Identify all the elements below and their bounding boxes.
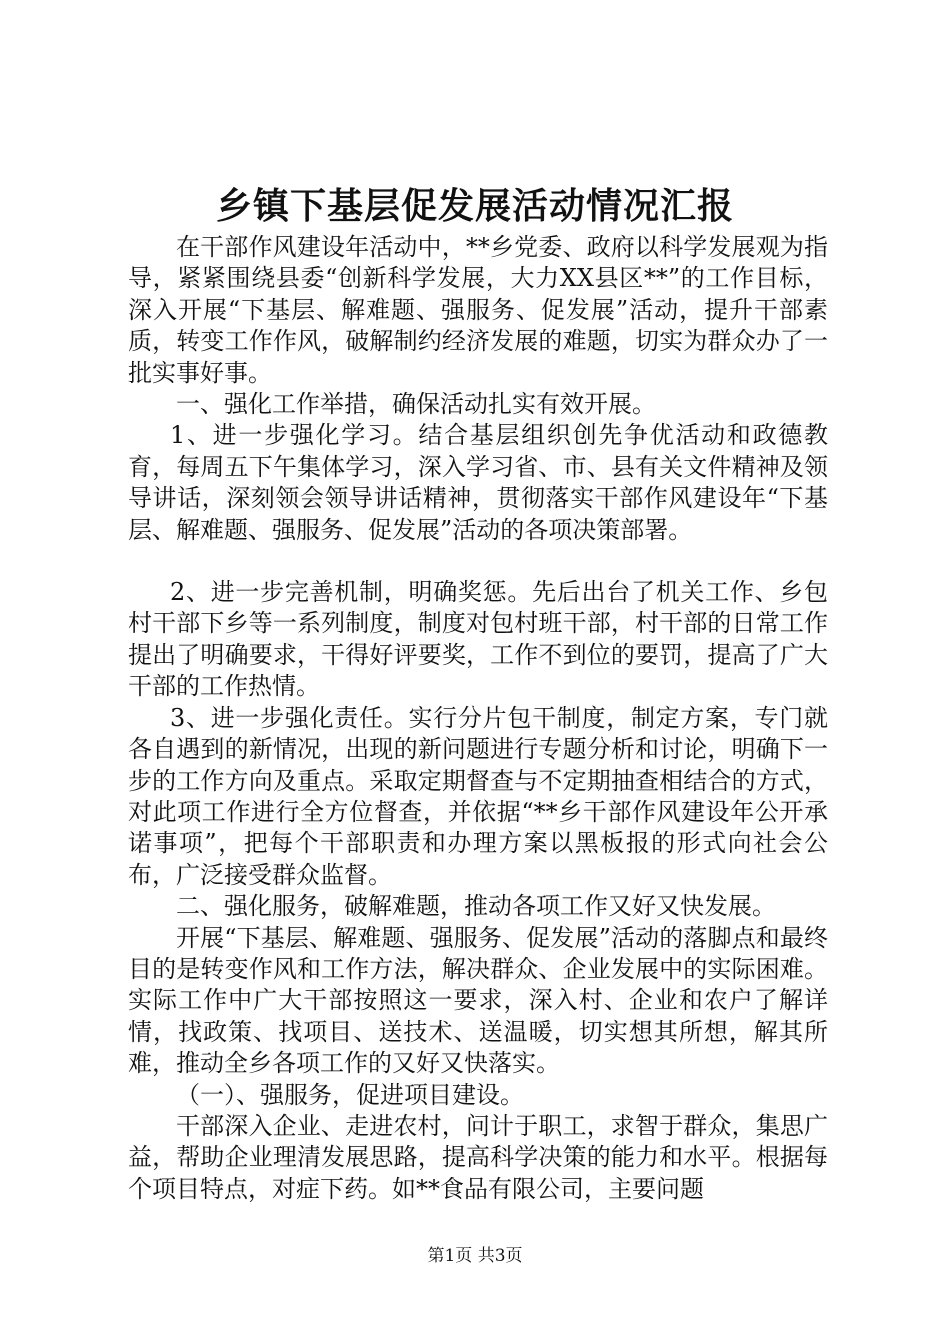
section-heading-2: 二、强化服务，破解难题，推动各项工作又好又快发展。	[176, 892, 776, 921]
section-heading-1: 一、强化工作举措，确保活动扎实有效开展。	[176, 390, 656, 419]
paragraph-gap	[128, 546, 828, 577]
paragraph-subsection-1: 干部深入企业、走进农村，问计于职工，求智于群众，集思广益，帮助企业理清发展思路，提高科学决策的能力和水平。根据每个项目特点，对症下药。如**食品有限公司，主要问题	[128, 1111, 828, 1203]
paragraph-section-2: 开展“下基层、解难题、强服务、促发展”活动的落脚点和最终目的是转变作风和工作方法，解决群众、企业发展中的实际困难。实际工作中广大干部按照这一要求，深入村、企业和农户了解详情，找政策、找项目、送技术、送温暖，切实想其所想，解其所难，推动全乡各项工作的又好又快落实。	[128, 923, 828, 1078]
page-footer: 第1页 共3页	[427, 1246, 523, 1266]
paragraph-item-1: 1、进一步强化学习。结合基层组织创先争优活动和政德教育，每周五下午集体学习，深入学习省、市、县有关文件精神及领导讲话，深刻领会领导讲话精神，贯彻落实干部作风建设年“下基层、解难题、强服务、促发展”活动的各项决策部署。	[128, 421, 828, 544]
paragraph-item-2: 2、进一步完善机制，明确奖惩。先后出台了机关工作、乡包村干部下乡等一系列制度，制度对包村班干部，村干部的日常工作提出了明确要求，干得好评要奖，工作不到位的要罚，提高了广大干部的工作热情。	[128, 578, 828, 701]
document-body	[128, 232, 828, 1205]
paragraph-item-3: 3、进一步强化责任。实行分片包干制度，制定方案，专门就各自遇到的新情况，出现的新问题进行专题分析和讨论，明确下一步的工作方向及重点。采取定期督查与不定期抽查相结合的方式，对此项工作进行全方位督查，并依据“**乡干部作风建设年公开承诺事项”，把每个干部职责和办理方案以黑板报的形式向社会公布，广泛接受群众监督。	[128, 703, 828, 889]
subsection-heading-1: （一）、强服务，促进项目建设。	[176, 1080, 524, 1109]
document-title: 乡镇下基层促发展活动情况汇报	[215, 185, 734, 227]
paragraph-intro: 在干部作风建设年活动中，**乡党委、政府以科学发展观为指导，紧紧围绕县委“创新科学发展，大力XX县区**”的工作目标，深入开展“下基层、解难题、强服务、促发展”活动，提升干部素质，转变工作作风，破解制约经济发展的难题，切实为群众办了一批实事好事。	[128, 233, 828, 387]
